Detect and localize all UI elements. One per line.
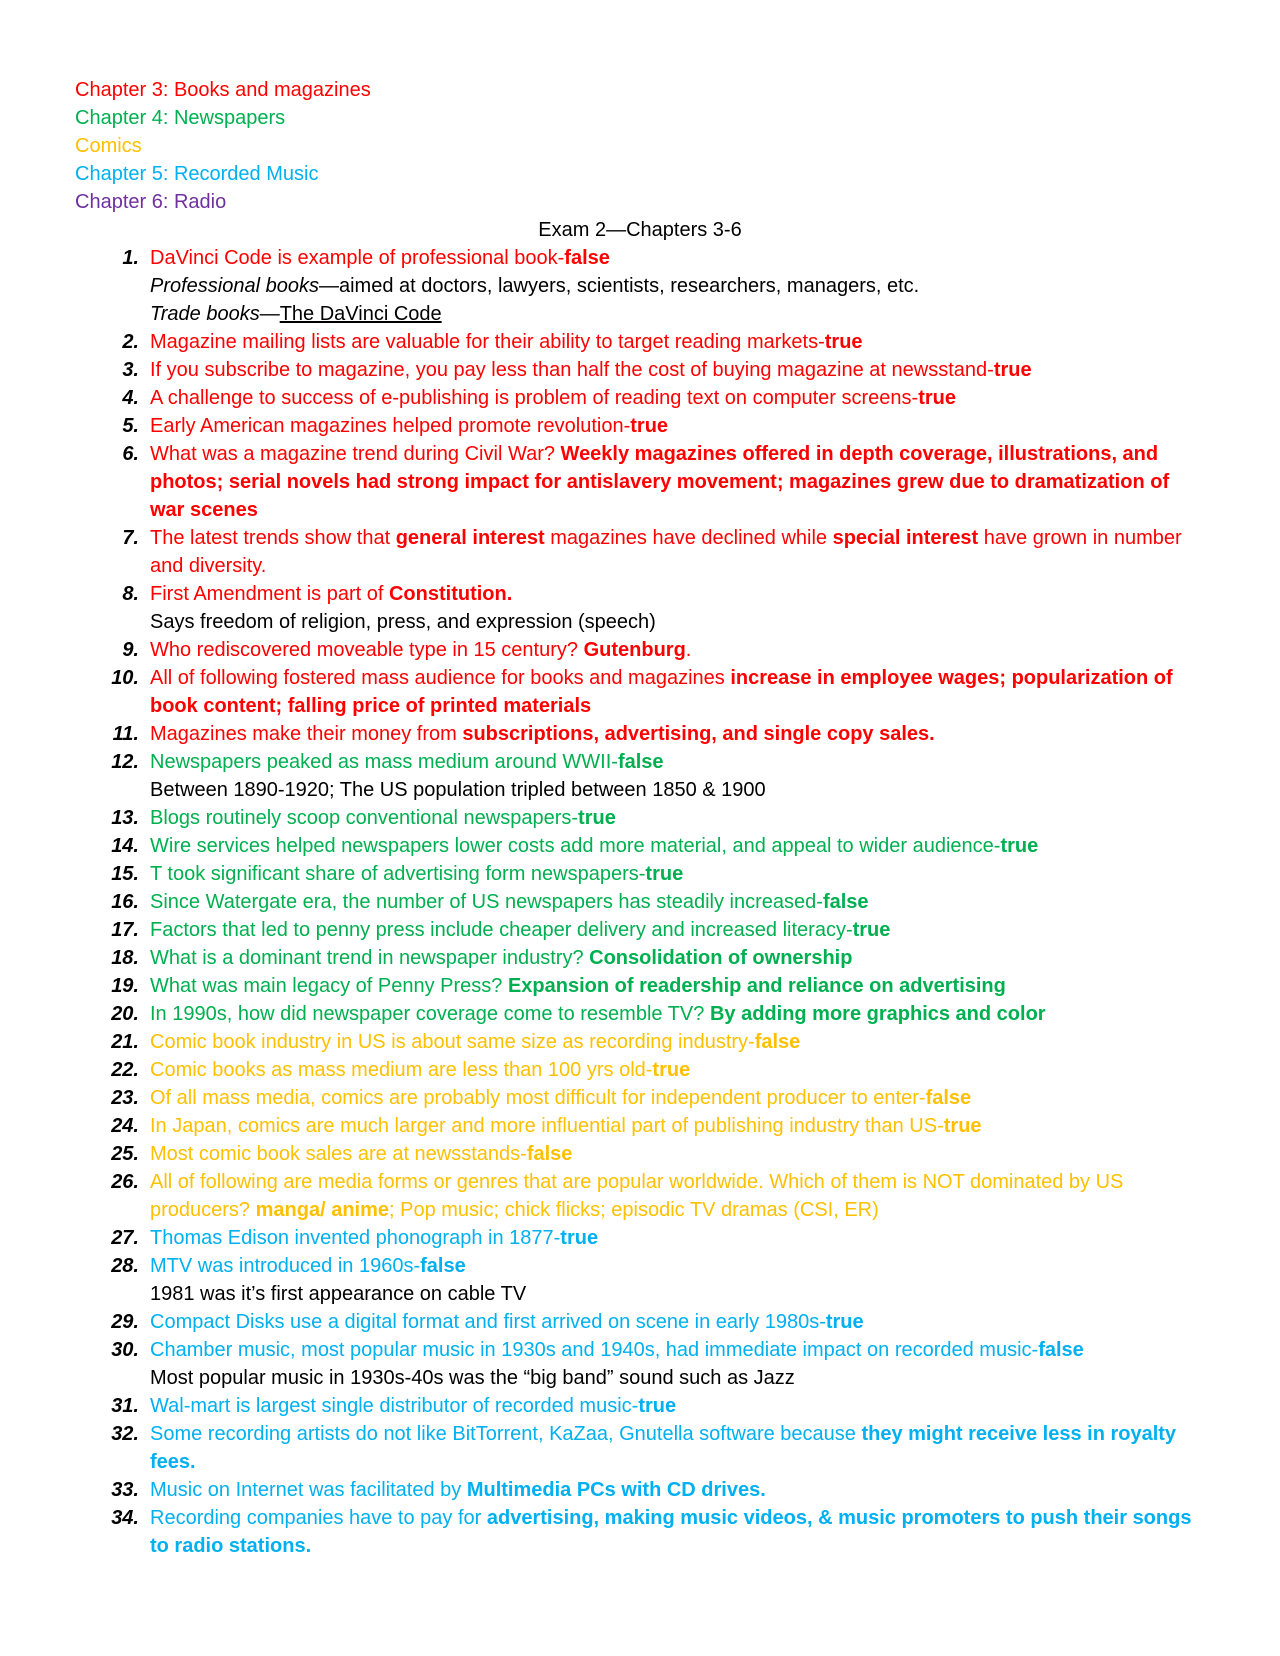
answer-text: false [420,1255,466,1277]
question-item [75,356,1205,384]
answer-text: true [852,919,891,941]
question-number: 34. [111,1507,139,1529]
question-item [75,972,1205,1000]
text-run: A challenge to success of e-publishing is problem of reading text on computer screens- [150,387,919,409]
text-run: Most comic book sales are at newsstands- [150,1143,527,1165]
question-item [75,1420,1205,1476]
question-text [150,748,1205,776]
question-text [150,1028,1205,1056]
answer-text: true [652,1059,691,1081]
text-run: Newspapers peaked as mass medium around WWII- [150,751,618,773]
question-number: 28. [111,1255,139,1277]
question-number: 22. [111,1059,139,1081]
question-number: 25. [111,1143,139,1165]
question-number: 7. [122,527,139,549]
text-run: 1981 was it’s first appearance on cable TV [150,1283,527,1305]
question-item [75,412,1205,440]
question-text [150,1504,1205,1560]
answer-text: manga/ anime [255,1199,390,1221]
question-text [150,972,1205,1000]
text-run: Chamber music, most popular music in 1930s and 1940s, had immediate impact on recorded music- [150,1339,1039,1361]
question-number: 26. [111,1171,139,1193]
question-text [150,1392,1205,1420]
question-note [150,272,1205,300]
question-number: 12. [111,751,139,773]
question-item [75,440,1205,524]
question-text [150,1112,1205,1140]
question-text [150,440,1205,524]
question-item [75,1476,1205,1504]
question-text [150,860,1205,888]
question-text [150,356,1205,384]
answer-text: false [617,751,664,773]
text-run: Recording companies have to pay for [150,1507,487,1529]
question-number: 4. [122,387,139,409]
text-run: —aimed at doctors, lawyers, scientists, researchers, managers, etc. [318,275,920,297]
question-number: 3. [122,359,139,381]
question-number: 19. [111,975,139,997]
text-run: MTV was introduced in 1960s- [150,1255,421,1277]
text-run: Magazines make their money from [150,723,463,745]
question-item [75,1000,1205,1028]
question-item [75,1084,1205,1112]
answer-text: false [1038,1339,1084,1361]
question-number: 11. [112,723,139,745]
question-text [150,1224,1205,1252]
legend-item: Chapter 4: Newspapers [75,107,286,129]
document-page [75,76,1205,1560]
question-text [150,328,1205,356]
question-text [150,524,1205,580]
text-run: What was main legacy of Penny Press? [150,975,508,997]
question-text [150,888,1205,916]
text-run: have grown in number and diversity. [150,527,1182,577]
answer-text: false [822,891,869,913]
text-run: . [685,639,692,661]
text-run: Compact Disks use a digital format and first arrived on scene in early 1980s- [150,1311,826,1333]
text-run: T took significant share of advertising form newspapers- [150,863,646,885]
question-number: 5. [122,415,139,437]
text-run: What was a magazine trend during Civil War? [150,443,561,465]
question-text [150,384,1205,412]
question-number: 13. [111,807,139,829]
text-run: All of following fostered mass audience for books and magazines [150,667,731,689]
chapter-color-legend [75,76,1205,216]
question-text [150,804,1205,832]
question-text [150,1252,1205,1280]
answer-text: true [630,415,669,437]
question-number: 15. [111,863,139,885]
question-text [150,1140,1205,1168]
question-item [75,832,1205,860]
question-number: 31. [111,1395,139,1417]
answer-text: By adding more graphics and color [709,1003,1046,1025]
text-run: Between 1890-1920; The US population tripled between 1850 & 1900 [150,779,766,801]
question-number: 20. [111,1003,139,1025]
question-text [150,832,1205,860]
text-run: Wire services helped newspapers lower costs add more material, and appeal to wider audience- [150,835,1001,857]
question-item [75,384,1205,412]
answer-text: true [943,1115,982,1137]
answer-text: Consolidation of ownership [589,947,853,969]
answer-text: special interest [832,527,979,549]
answer-text: Multimedia PCs with CD drives. [466,1479,766,1501]
question-item [75,804,1205,832]
text-run: Wal-mart is largest single distributor of recorded music- [150,1395,639,1417]
question-text [150,1084,1205,1112]
answer-text: they might receive less in royalty fees. [150,1423,1177,1473]
text-run: magazines have declined while [544,527,833,549]
text-run: Early American magazines helped promote revolution- [150,415,631,437]
answer-text: true [645,863,684,885]
answer-text: Gutenburg [583,639,686,661]
question-text [150,720,1205,748]
question-text [150,1000,1205,1028]
text-run: What is a dominant trend in newspaper industry? [150,947,590,969]
question-item [75,1392,1205,1420]
answer-text: subscriptions, advertising, and single copy sales. [462,723,935,745]
question-number: 30. [111,1339,139,1361]
text-run: ; Pop music; chick flicks; episodic TV dramas (CSI, ER) [389,1199,879,1221]
question-text [150,412,1205,440]
question-number: 14. [111,835,139,857]
legend-item: Comics [75,135,142,157]
text-run: Says freedom of religion, press, and expression (speech) [150,611,656,633]
answer-text: false [754,1031,801,1053]
text-run: Since Watergate era, the number of US newspapers has steadily increased- [150,891,823,913]
question-item [75,888,1205,916]
text-run: Comic book industry in US is about same size as recording industry- [150,1031,755,1053]
answer-text: true [560,1227,599,1249]
question-item [75,1140,1205,1168]
question-text [150,944,1205,972]
question-note [150,776,1205,804]
text-run: If you subscribe to magazine, you pay less than half the cost of buying magazine at newsstand- [150,359,994,381]
question-text [150,1420,1205,1476]
question-note [150,1364,1205,1392]
answer-text: general interest [395,527,545,549]
exam-title: Exam 2—Chapters 3-6 [538,219,742,241]
text-run: DaVinci Code is example of professional book- [150,247,565,269]
answer-text: true [824,331,863,353]
question-note [150,300,1205,328]
question-item [75,1252,1205,1308]
question-note [150,608,1205,636]
question-text [150,664,1205,720]
answer-text: true [638,1395,677,1417]
text-run: Most popular music in 1930s-40s was the “big band” sound such as Jazz [150,1367,795,1389]
answer-text: increase in employee wages; popularization of book content; falling price of printed materials [150,667,1173,717]
answer-text: Weekly magazines offered in depth coverage, illustrations, and photos; serial novels had strong impact for antislavery movement; magazines grew due to dramatization of war scenes [150,443,1170,521]
text-run: Comic books as mass medium are less than 100 yrs old- [150,1059,653,1081]
legend-item: Chapter 6: Radio [75,191,227,213]
question-item [75,1168,1205,1224]
text-run: Magazine mailing lists are valuable for their ability to target reading markets- [150,331,825,353]
question-number: 21. [111,1031,139,1053]
text-run: Who rediscovered moveable type in 15 century? [150,639,584,661]
question-text [150,1056,1205,1084]
text-run: Thomas Edison invented phonograph in 1877- [150,1227,561,1249]
question-item [75,580,1205,636]
question-number: 18. [111,947,139,969]
text-run: In Japan, comics are much larger and more influential part of publishing industry than US- [150,1115,944,1137]
answer-text: true [993,359,1032,381]
question-item [75,748,1205,804]
question-number: 8. [122,583,139,605]
answer-text: false [925,1087,972,1109]
answer-text: false [526,1143,573,1165]
question-item [75,1336,1205,1392]
question-text [150,1168,1205,1224]
question-text [150,580,1205,608]
question-item [75,244,1205,328]
question-item [75,1504,1205,1560]
text-run: Of all mass media, comics are probably most difficult for independent producer to enter- [150,1087,926,1109]
question-item [75,1224,1205,1252]
question-note [150,1280,1205,1308]
question-item [75,916,1205,944]
text-run: Factors that led to penny press include cheaper delivery and increased literacy- [150,919,853,941]
question-number: 1. [122,247,139,269]
question-item [75,1308,1205,1336]
question-number: 6. [122,443,139,465]
question-item [75,1112,1205,1140]
text-run: In 1990s, how did newspaper coverage come to resemble TV? [150,1003,710,1025]
text-run: Professional books [150,275,319,297]
answer-text: true [1000,835,1039,857]
answer-text: false [564,247,610,269]
text-run: — [259,303,280,325]
question-item [75,524,1205,580]
question-text [150,916,1205,944]
text-run: Some recording artists do not like BitTorrent, KaZaa, Gnutella software because [150,1423,862,1445]
question-number: 17. [111,919,139,941]
question-number: 2. [122,331,139,353]
answer-text: advertising, making music videos, & music promoters to push their songs to radio stations. [150,1507,1192,1557]
text-run: First Amendment is part of [150,583,389,605]
legend-item: Chapter 5: Recorded Music [75,163,319,185]
question-number: 23. [111,1087,139,1109]
question-item [75,720,1205,748]
answer-text: true [825,1311,864,1333]
question-item [75,944,1205,972]
question-list [75,244,1205,1560]
answer-text: Expansion of readership and reliance on advertising [507,975,1006,997]
answer-text: Constitution. [388,583,513,605]
question-item [75,860,1205,888]
question-item [75,636,1205,664]
question-item [75,1028,1205,1056]
question-text [150,244,1205,272]
answer-text: true [578,807,616,829]
text-run: Blogs routinely scoop conventional newspapers- [150,807,579,829]
question-number: 27. [111,1227,139,1249]
question-text [150,1336,1205,1364]
text-run: The latest trends show that [150,527,396,549]
answer-text: true [918,387,956,409]
question-item [75,1056,1205,1084]
question-number: 29. [111,1311,139,1333]
question-number: 10. [111,667,139,689]
text-run: Trade books [150,303,260,325]
question-number: 32. [111,1423,139,1445]
text-run: All of following are media forms or genres that are popular worldwide. Which of them is NOT dominated by US producers? [150,1171,1124,1221]
question-number: 9. [122,639,139,661]
question-number: 33. [111,1479,139,1501]
question-item [75,664,1205,720]
text-run: The DaVinci Code [279,303,442,325]
question-item [75,328,1205,356]
question-number: 16. [111,891,139,913]
text-run: Music on Internet was facilitated by [150,1479,467,1501]
question-text [150,636,1205,664]
question-text [150,1308,1205,1336]
legend-item: Chapter 3: Books and magazines [75,79,371,101]
question-number: 24. [111,1115,139,1137]
question-text [150,1476,1205,1504]
